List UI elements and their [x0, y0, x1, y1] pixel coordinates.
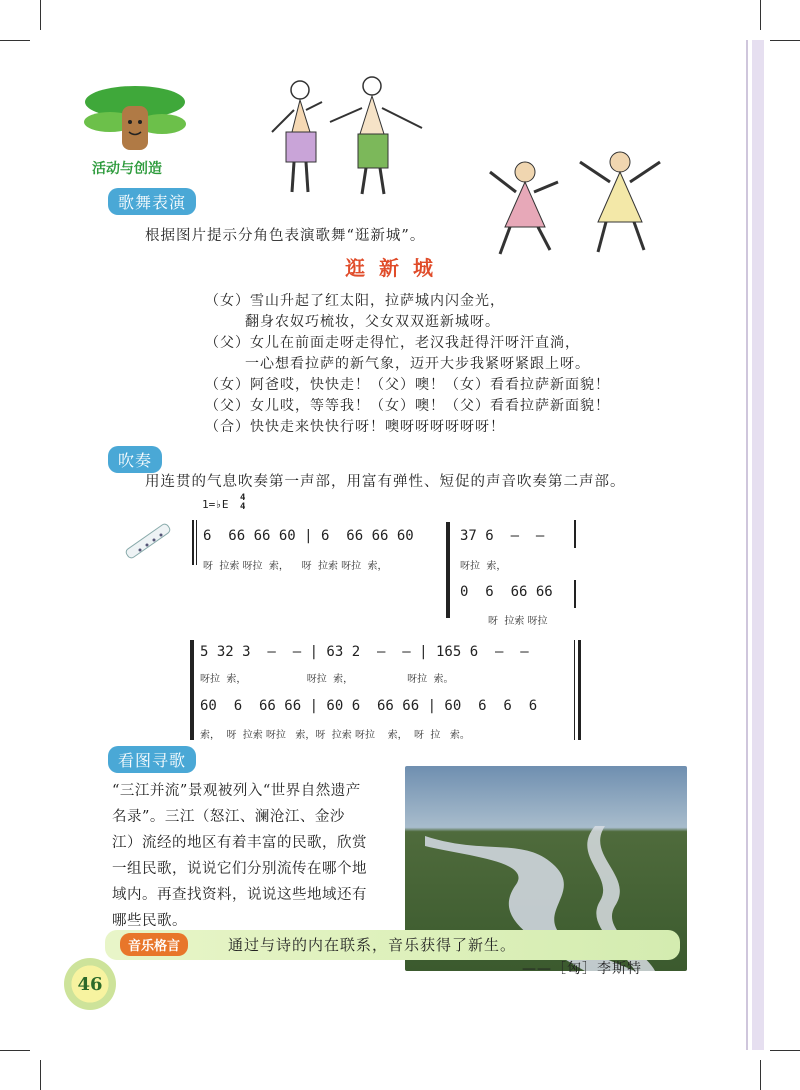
score-line1-right-voice2-lyrics: 呀 拉索 呀拉: [488, 616, 548, 627]
quote-tag: 音乐格言: [120, 933, 188, 956]
tree-mascot-illustration: [80, 80, 190, 160]
score-line2-voice1: 5 32 3 – – | 63 2 – – | 165 6 – –: [200, 644, 529, 660]
score-line1-left-lyrics: 呀 拉索 呀拉 索， 呀 拉索 呀拉 索，: [203, 561, 388, 572]
activity-tag: 活动与创造: [92, 161, 162, 177]
dancers-illustration: [262, 72, 437, 197]
lyric-line: （父）女儿哎，等等我！（女）噢！（父）看看拉萨新面貌！: [205, 398, 610, 414]
quote-text: 通过与诗的内在联系，音乐获得了新生。: [228, 936, 517, 954]
score-line1-right-voice1: 37 6 – –: [460, 528, 545, 544]
lyric-line: （合）快快走来快快行呀！噢呀呀呀呀呀呀！: [205, 419, 505, 435]
lyric-line: （父）女儿在前面走呀走得忙，老汉我赶得汗呀汗直淌，: [205, 335, 580, 351]
lyric-line: （女）阿爸哎，快快走！（父）噢！（女）看看拉萨新面貌！: [205, 377, 610, 393]
score-line2-voice2-lyrics: 索， 呀 拉索 呀拉 索，呀 拉索 呀拉 索， 呀 拉 索。: [200, 730, 470, 741]
score-line2-voice1-lyrics: 呀拉 索， 呀拉 索， 呀拉 索。: [200, 674, 454, 685]
lyric-line: 一心想看拉萨的新气象，迈开大步我紧呀紧跟上呀。: [245, 356, 590, 372]
section-label-blow: 吹奏: [108, 446, 162, 473]
section-label-find-song: 看图寻歌: [108, 746, 196, 773]
score-line1-right-voice2: 0 6 66 66: [460, 584, 553, 600]
find-song-text: “三江并流”景观被列入“世界自然遗产名录”。三江（怒江、澜沧江、金沙江）流经的地区有着丰富的民歌，欣赏一组民歌，说说它们分别流传在哪个地域内。再查找资料，说说这些地域还有哪些民歌。: [112, 783, 367, 929]
lyric-line: （女）雪山升起了红太阳，拉萨城内闪金光，: [205, 293, 505, 309]
recorder-flute-illustration: [115, 512, 180, 572]
score-time-signature: 4 4: [240, 493, 246, 512]
page-number: 46: [64, 958, 116, 1010]
blow-instruction: 用连贯的气息吹奏第一声部，用富有弹性、短促的声音吹奏第二声部。: [145, 474, 626, 490]
score-line2-voice2: 60 6 66 66 | 60 6 66 66 | 60 6 6 6: [200, 698, 538, 714]
score-line1-left-notes: 6 66 66 60 | 6 66 66 60: [203, 528, 414, 544]
quote-author: ——［匈］李斯特: [522, 961, 642, 977]
song-title: 逛新城: [345, 256, 447, 280]
lyric-line: 翻身农奴巧梳妆，父女双双逛新城呀。: [245, 314, 500, 330]
section-label-dance: 歌舞表演: [108, 188, 196, 215]
score-line1-right-voice1-lyrics: 呀拉 索，: [460, 561, 507, 572]
dancing-men-illustration: [480, 142, 675, 262]
dance-instruction: 根据图片提示分角色表演歌舞“逛新城”。: [145, 228, 426, 244]
score-key: 1=♭E: [202, 498, 229, 511]
